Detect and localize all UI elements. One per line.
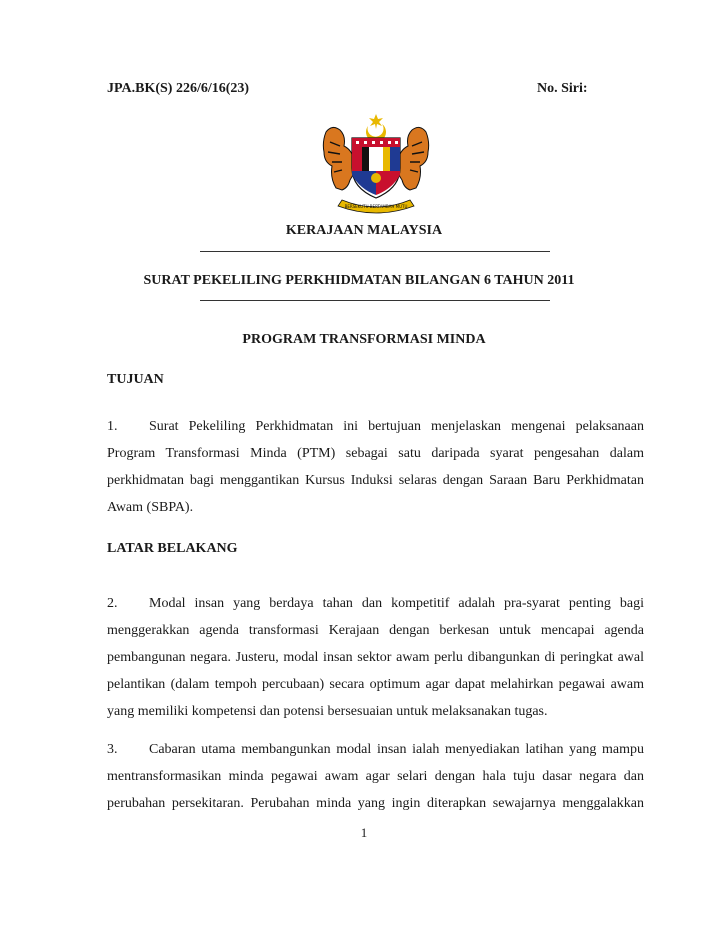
malaysia-coat-of-arms (312, 112, 440, 218)
circular-title: SURAT PEKELILING PERKHIDMATAN BILANGAN 6 TAHUN 2011 (143, 273, 575, 288)
section-heading-tujuan: TUJUAN (107, 372, 164, 387)
paragraph-line (107, 736, 644, 763)
paragraph-line (107, 413, 644, 440)
paragraph-text: Surat Pekeliling Perkhidmatan ini bertujuan menjelaskan mengenai pelaksanaan (149, 419, 644, 434)
paragraph-number: 3. (107, 742, 118, 757)
paragraph-3 (107, 736, 644, 817)
paragraph-line: pembangunan negara. Justeru, modal insan sektor awam perlu dibangunkan di peringkat awal (107, 650, 644, 665)
paragraph-line: menggerakkan agenda transformasi Kerajaan dengan berkesan untuk mencapai agenda (107, 623, 644, 638)
paragraph-text: Cabaran utama membangunkan modal insan ialah menyediakan latihan yang mampu (149, 742, 644, 757)
section-heading-latar-belakang: LATAR BELAKANG (107, 541, 238, 556)
paragraph-line: pelantikan (dalam tempoh percubaan) secara optimum agar dapat melahirkan pegawai awam (107, 677, 644, 692)
program-title: PROGRAM TRANSFORMASI MINDA (242, 332, 486, 347)
paragraph-line: yang memiliki kompetensi dan potensi bersesuaian untuk melaksanakan tugas. (107, 704, 548, 719)
paragraph-line: perkhidmatan bagi menggantikan Kursus Induksi selaras dengan Saraan Baru Perkhidmatan (107, 473, 644, 488)
reference-number: JPA.BK(S) 226/6/16(23) (107, 81, 250, 96)
paragraph-number: 2. (107, 596, 118, 611)
paragraph-text: Modal insan yang berdaya tahan dan kompetitif adalah pra-syarat penting bagi (149, 596, 644, 611)
paragraph-line: perubahan persekitaran. Perubahan minda yang ingin diterapkan sewajarnya menggalakkan (107, 796, 644, 811)
government-title: KERAJAAN MALAYSIA (285, 223, 443, 238)
paragraph-line: Awam (SBPA). (107, 500, 194, 515)
title-rule-bottom (200, 300, 550, 301)
paragraph-line: Program Transformasi Minda (PTM) sebagai satu daripada syarat pengesahan dalam (107, 446, 644, 461)
paragraph-line: mentransformasikan minda pegawai awam agar selari dengan hala tuju dasar negara dan (107, 769, 644, 784)
serial-number-label: No. Siri: (537, 81, 588, 96)
page-number: 1 (360, 825, 368, 840)
title-rule-top (200, 251, 550, 252)
paragraph-1 (107, 413, 644, 521)
paragraph-number: 1. (107, 419, 118, 434)
motto-text: BERSEKUTU BERTAMBAH MUTU (344, 204, 408, 209)
paragraph-2 (107, 590, 644, 725)
paragraph-line (107, 590, 644, 617)
